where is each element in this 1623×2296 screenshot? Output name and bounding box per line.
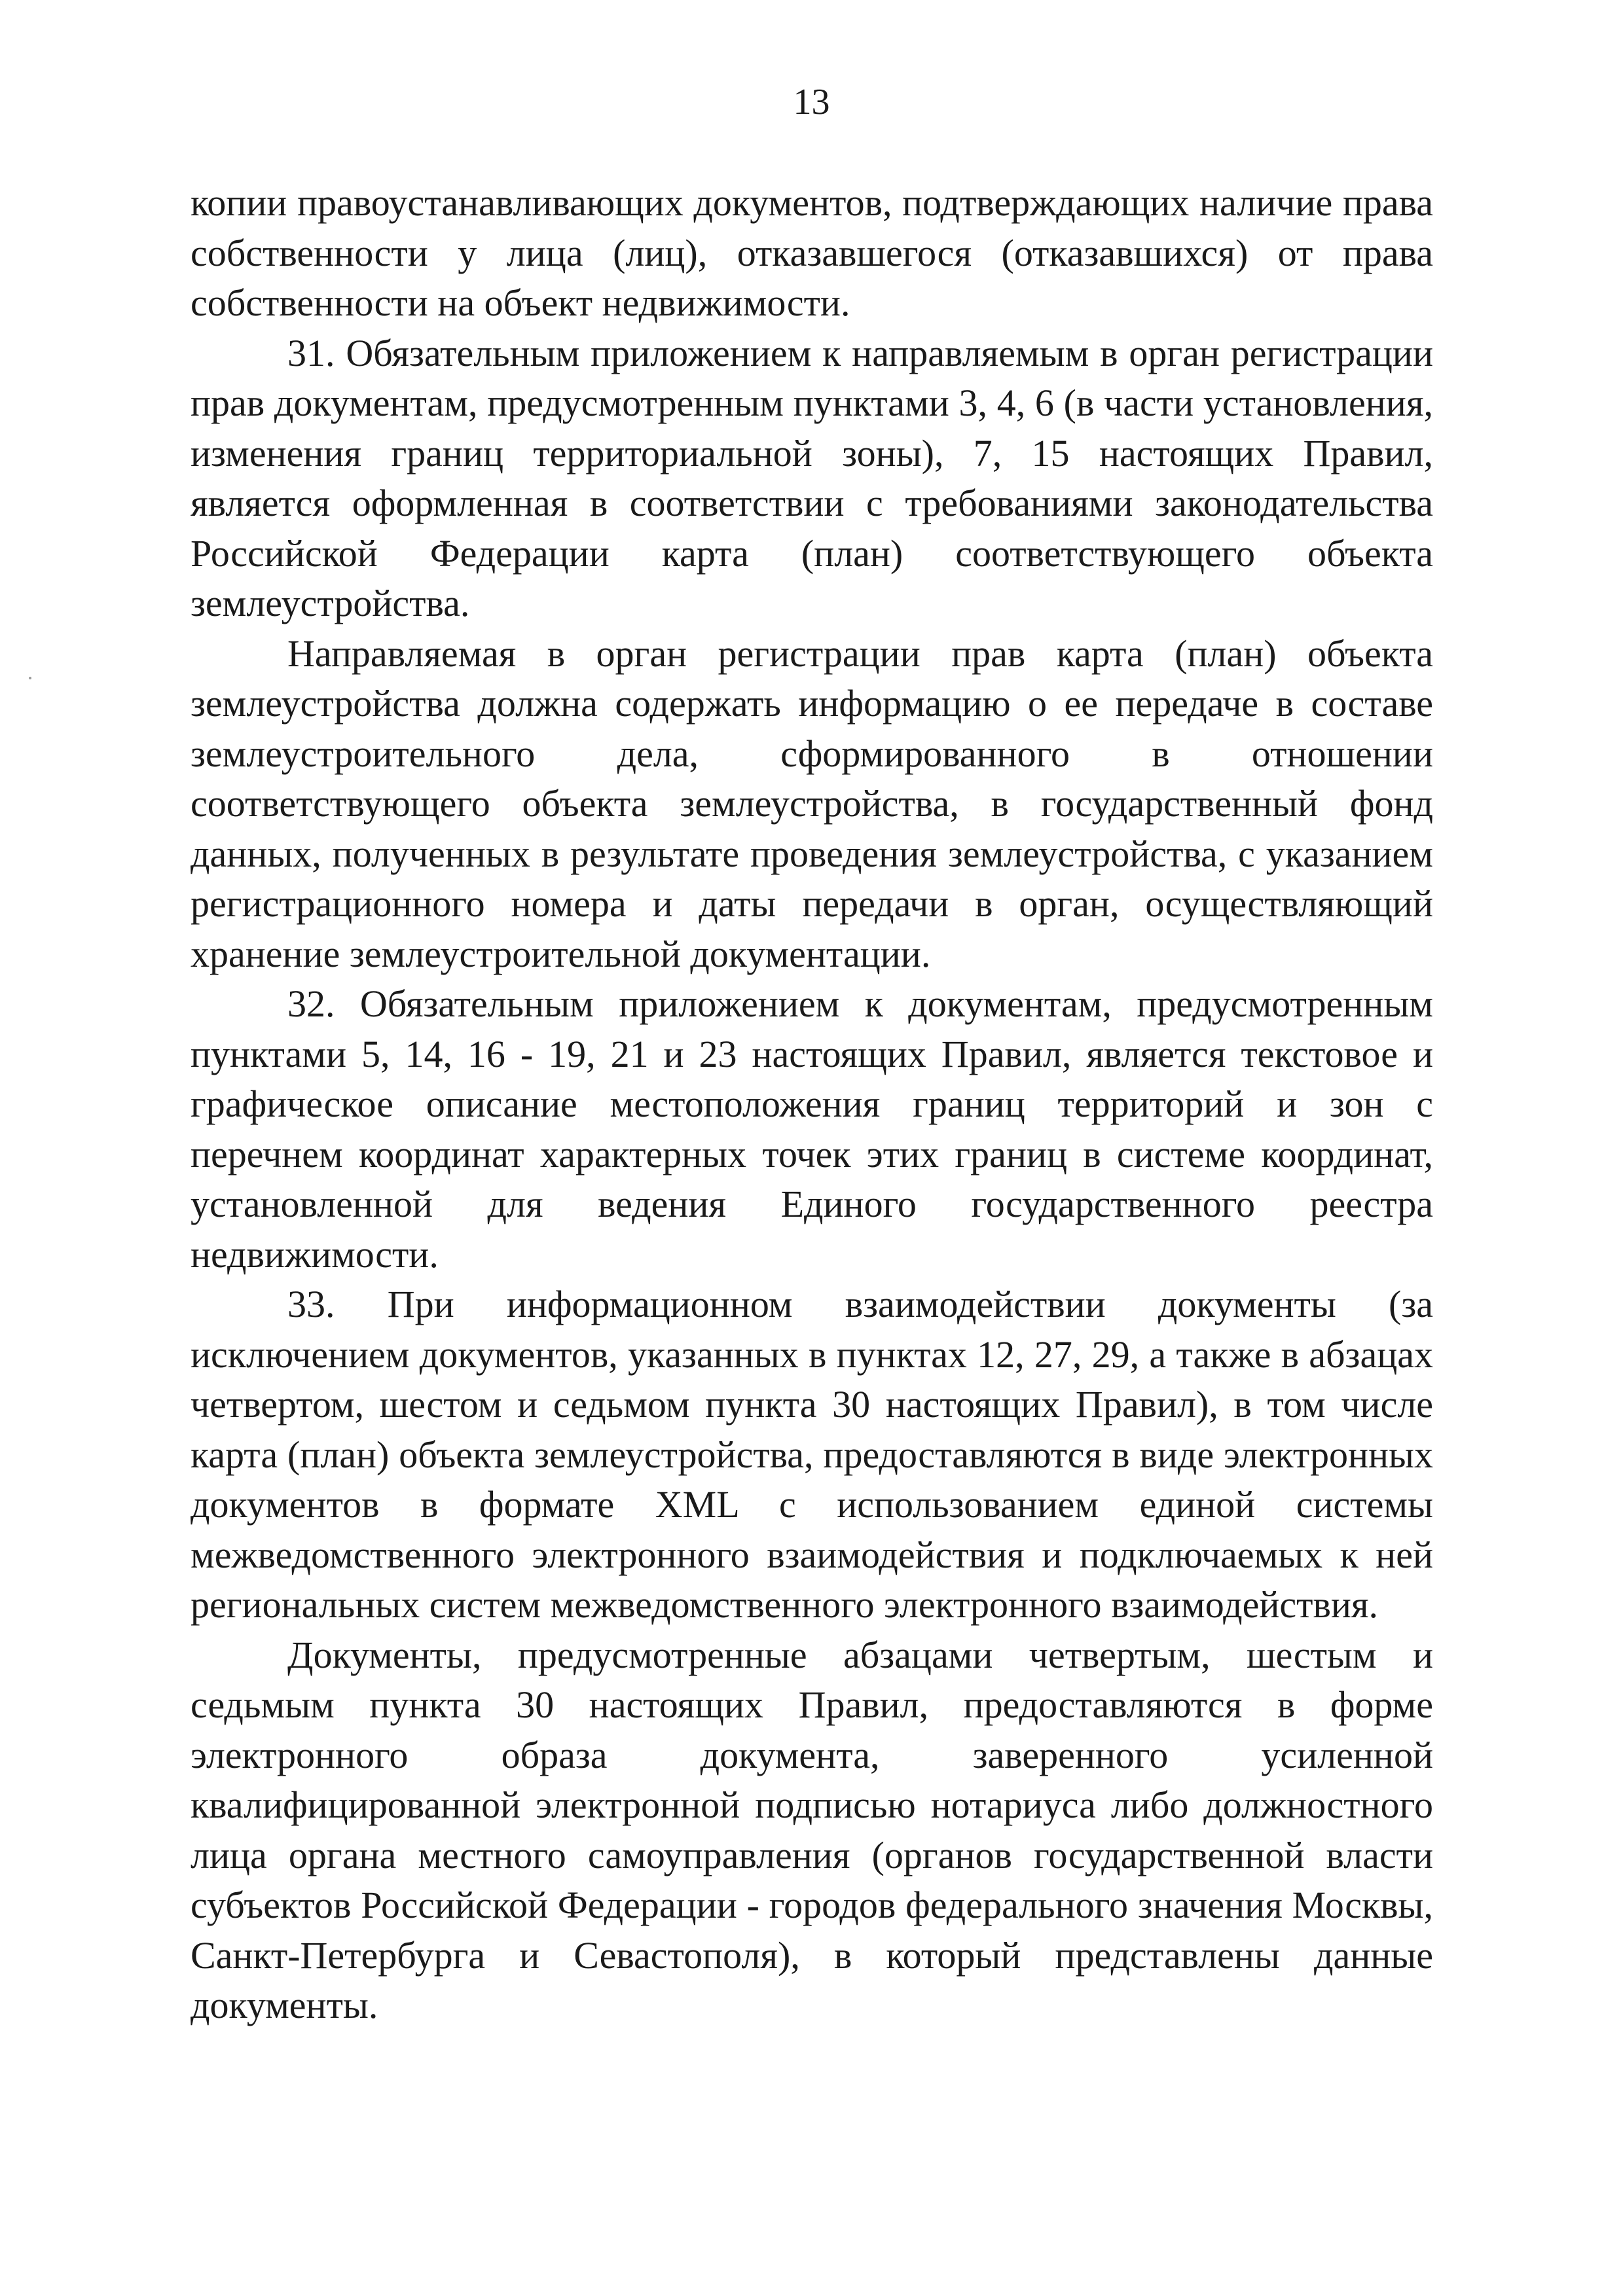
- paragraph-item-32: 32. Обязательным приложением к документам, предусмотренным пунктами 5, 14, 16 - 19, 21 и 23 настоящих Правил, является текстовое и графическое описание местоположения границ территорий и зон с перечнем координат характерных точек этих границ в системе координат, установленной для ведения Единого государственного реестра недвижимости.: [191, 982, 1433, 1276]
- paragraph-item-33: 33. При информационном взаимодействии документы (за исключением документов, указанных в пунктах 12, 27, 29, а также в абзацах четвертом, шестом и седьмом пункта 30 настоящих Правил), в том числе карта (план) объекта землеустройства, предоставляются в виде электронных документов в формате XML с использованием единой системы межведомственного электронного взаимодействия и подключаемых к ней региональных систем межведомственного электронного взаимодействия.: [191, 1283, 1433, 1626]
- paragraph-item-31-map-transfer: Направляемая в орган регистрации прав карта (план) объекта землеустройства должна содержать информацию о ее передаче в составе землеустроительного дела, сформированного в отношении соответствующего объекта землеустройства, в государственный фонд данных, полученных в результате проведения землеустройства, с указанием регистрационного номера и даты передачи в орган, осуществляющий хранение землеустроительной документации.: [191, 632, 1433, 975]
- page-number: 13: [793, 82, 830, 122]
- scan-artifact-dot: [29, 677, 31, 679]
- paragraph-continuation: копии правоустанавливающих документов, подтверждающих наличие права собственности у лица (лиц), отказавшегося (отказавшихся) от права собственности на объект недвижимости.: [191, 181, 1433, 324]
- document-body: [191, 178, 1433, 2031]
- paragraph-item-33-electronic-image: Документы, предусмотренные абзацами четвертым, шестым и седьмым пункта 30 настоящих Правил, предоставляются в форме электронного образа документа, заверенного усиленной квалифицированной электронной подписью нотариуса либо должностного лица органа местного самоуправления (органов государственной власти субъектов Российской Федерации - городов федерального значения Москвы, Санкт-Петербурга и Севастополя), в который представлены данные документы.: [191, 1633, 1433, 2026]
- paragraph-item-31: 31. Обязательным приложением к направляемым в орган регистрации прав документам, предусмотренным пунктами 3, 4, 6 (в части установления, изменения границ территориальной зоны), 7, 15 настоящих Правил, является оформленная в соответствии с требованиями законодательства Российской Федерации карта (план) соответствующего объекта землеустройства.: [191, 331, 1433, 624]
